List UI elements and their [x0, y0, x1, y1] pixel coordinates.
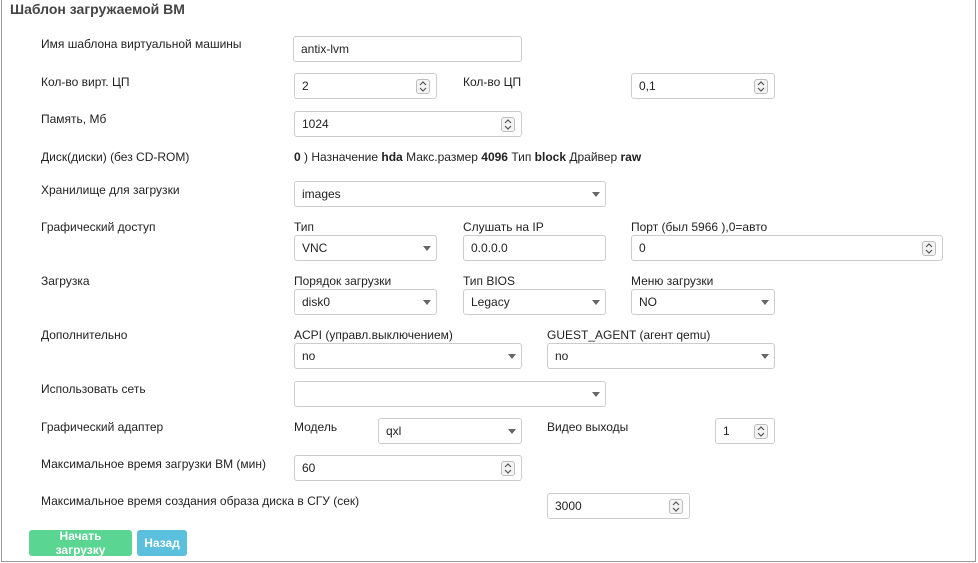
storage-label: Хранилище для загрузки: [41, 183, 180, 197]
caret-down-icon: [508, 429, 516, 434]
vcpu-input[interactable]: [294, 73, 437, 99]
listen-ip-input[interactable]: [463, 235, 606, 261]
boot-timeout-label: Максимальное время загрузки ВМ (мин): [41, 457, 266, 471]
caret-down-icon: [508, 354, 516, 359]
disk-type-label: Тип: [511, 150, 532, 164]
page-title: Шаблон загружаемой ВМ: [10, 1, 185, 17]
start-boot-button[interactable]: Начать загрузку: [29, 530, 132, 556]
template-name-value: antix-lvm: [301, 42, 350, 56]
memory-value: 1024: [302, 117, 329, 131]
caret-down-icon: [423, 246, 431, 251]
memory-input[interactable]: [294, 111, 522, 137]
boot-order-select[interactable]: [294, 289, 437, 315]
boot-label: Загрузка: [41, 274, 90, 288]
template-name-input[interactable]: [293, 36, 522, 62]
boot-menu-select[interactable]: [631, 289, 775, 315]
vcpu-label: Кол-во вирт. ЦП: [41, 75, 130, 89]
guest-agent-select[interactable]: [547, 343, 775, 369]
guest-agent-label: GUEST_AGENT (агент qemu): [547, 328, 711, 342]
boot-timeout-input[interactable]: [294, 455, 522, 481]
adapter-model-select[interactable]: [378, 418, 522, 444]
guest-agent-value: no: [555, 349, 569, 363]
acpi-label: ACPI (управл.выключением): [294, 328, 453, 342]
adapter-label: Графический адаптер: [41, 420, 164, 434]
cpu-value: 0,1: [639, 79, 656, 93]
caret-down-icon: [592, 192, 600, 197]
video-outputs-label: Видео выходы: [547, 420, 629, 434]
storage-select[interactable]: [294, 181, 606, 207]
spinner-icon[interactable]: [922, 241, 936, 256]
caret-down-icon: [423, 300, 431, 305]
graphics-type-label: Тип: [294, 220, 315, 234]
network-select[interactable]: [294, 381, 606, 407]
video-outputs-input[interactable]: [715, 418, 775, 444]
disk-dest-label: ) Назначение: [304, 150, 379, 164]
disk-driver-label: Драйвер: [569, 150, 618, 164]
boot-order-label: Порядок загрузки: [294, 274, 392, 288]
graphics-type-select[interactable]: [294, 235, 437, 261]
boot-menu-label: Меню загрузки: [631, 274, 714, 288]
image-timeout-input[interactable]: [547, 493, 690, 519]
graphics-type-value: VNC: [302, 241, 328, 255]
image-timeout-label: Максимальное время создания образа диска в СГУ (сек): [41, 494, 360, 508]
disk-type: block: [534, 150, 567, 164]
disk-index: 0: [294, 150, 301, 164]
boot-timeout-value: 60: [302, 461, 316, 475]
adapter-model-value: qxl: [386, 424, 402, 438]
spinner-icon[interactable]: [416, 79, 430, 94]
vcpu-value: 2: [302, 79, 309, 93]
video-outputs-value: 1: [723, 424, 730, 438]
acpi-value: no: [302, 349, 316, 363]
image-timeout-value: 3000: [555, 499, 582, 513]
cpu-label: Кол-во ЦП: [463, 75, 522, 89]
listen-ip-value: 0.0.0.0: [471, 241, 508, 255]
bios-value: Legacy: [471, 295, 510, 309]
adapter-model-label: Модель: [294, 420, 338, 434]
boot-menu-value: NO: [639, 295, 657, 309]
spinner-icon[interactable]: [754, 424, 768, 439]
disk-driver: raw: [620, 150, 642, 164]
spinner-icon[interactable]: [669, 499, 683, 514]
spinner-icon[interactable]: [754, 79, 768, 94]
disk-size: 4096: [481, 150, 508, 164]
boot-order-value: disk0: [302, 295, 331, 309]
bios-label: Тип BIOS: [463, 274, 516, 288]
graphics-label: Графический доступ: [41, 220, 156, 234]
cpu-input[interactable]: [631, 73, 775, 99]
disk-dest: hda: [381, 150, 403, 164]
bios-select[interactable]: [463, 289, 606, 315]
caret-down-icon: [592, 392, 600, 397]
disk-info: [294, 150, 641, 164]
back-button[interactable]: Назад: [137, 530, 187, 556]
caret-down-icon: [761, 354, 769, 359]
template-name-label: Имя шаблона виртуальной машины: [41, 37, 242, 51]
port-label: Порт (был 5966 ),0=авто: [631, 220, 768, 234]
caret-down-icon: [761, 300, 769, 305]
acpi-select[interactable]: [294, 343, 522, 369]
extra-label: Дополнительно: [41, 328, 128, 342]
port-input[interactable]: [631, 235, 943, 261]
disk-label: Диск(диски) (без CD-ROM): [41, 150, 190, 164]
spinner-icon[interactable]: [501, 461, 515, 476]
listen-ip-label: Слушать на IP: [463, 220, 544, 234]
network-label: Использовать сеть: [41, 382, 146, 396]
disk-size-label: Макс.размер: [406, 150, 478, 164]
memory-label: Память, Мб: [41, 112, 107, 126]
caret-down-icon: [592, 300, 600, 305]
port-value: 0: [639, 241, 646, 255]
spinner-icon[interactable]: [501, 117, 515, 132]
storage-value: images: [302, 187, 341, 201]
